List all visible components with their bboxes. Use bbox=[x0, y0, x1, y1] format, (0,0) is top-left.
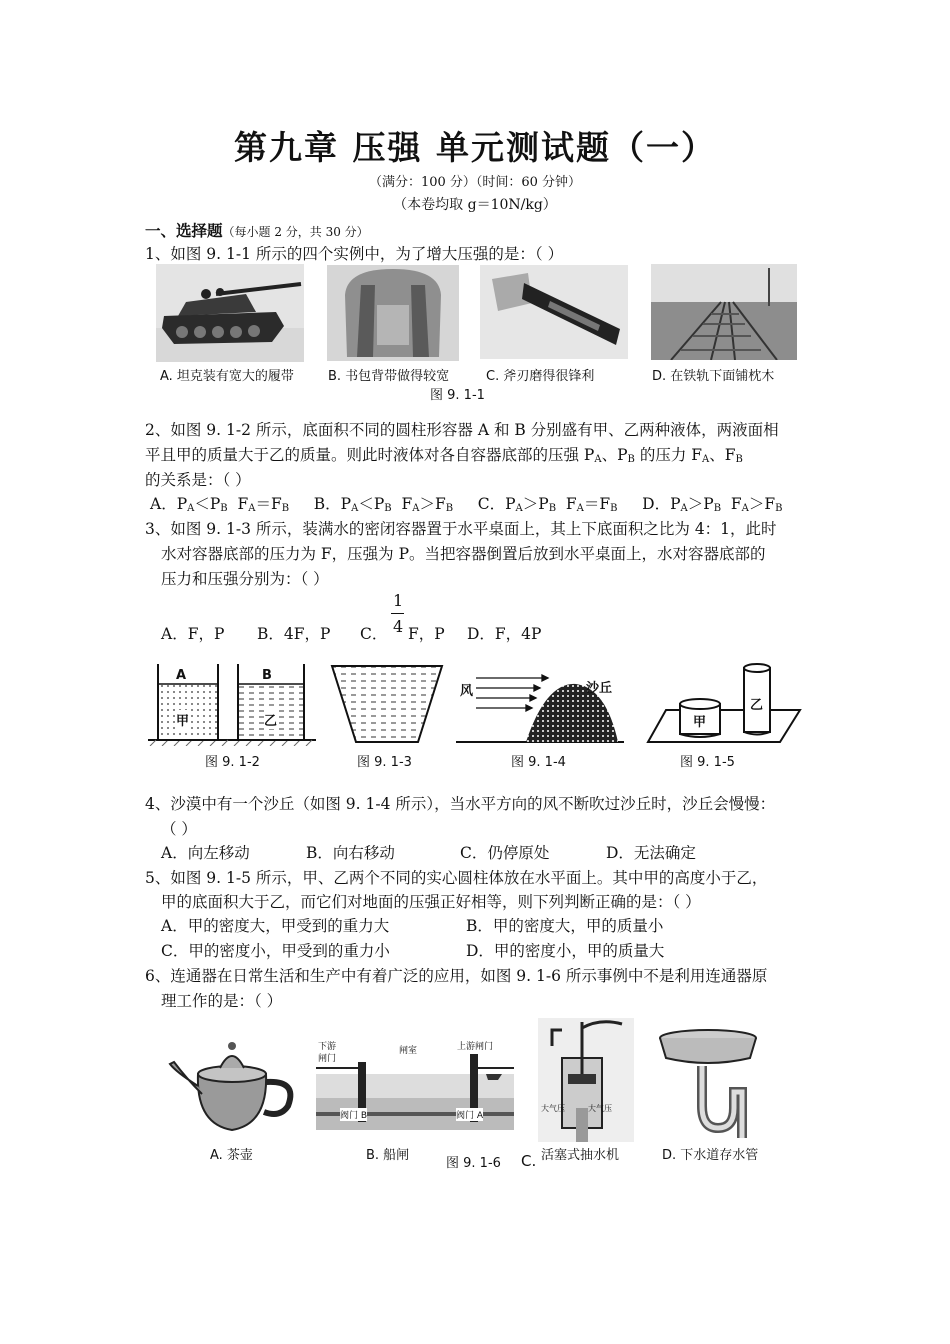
question-4-line-1: 4、沙漠中有一个沙丘（如图 9. 1-4 所示），当水平方向的风不断吹过沙丘时，沙丘会慢慢： bbox=[145, 795, 776, 813]
q4-option-a: A．向左移动 bbox=[161, 844, 250, 862]
q3-option-a: A．F，P bbox=[161, 625, 225, 643]
section-heading bbox=[145, 219, 369, 241]
question-2-line-3: 的关系是：（ ） bbox=[145, 471, 251, 489]
question-4-line-2: （ ） bbox=[161, 820, 197, 838]
score-time-info: （满分：100 分）（时间：60 分钟） bbox=[368, 175, 582, 190]
liquid-jia-label: 甲 bbox=[176, 710, 189, 729]
question-2-options: A．$P_A<P_B$ $F_A=F_B$ B．$P_A<P_B$ $F_A>F_B$ C．$P_A>P_B$ $F_A=F_B$ D．$P_A>P_B$ $F_A>F_B$ bbox=[150, 495, 783, 514]
question-5-line-2: 甲的底面积大于乙，而它们对地面的压强正好相等，则下列判断正确的是：（ ） bbox=[161, 893, 701, 911]
cylinder-jia-label: 甲 bbox=[693, 715, 707, 730]
question-3-line-1: 3、如图 9. 1-3 所示，装满水的密闭容器置于水平桌面上，其上下底面积之比为 4：1，此时 bbox=[145, 520, 777, 538]
backpack-image bbox=[327, 265, 459, 361]
lock-label-valve-b: 阀门 B bbox=[340, 1108, 367, 1121]
gravity-note: （本卷均取 g＝10N/kg） bbox=[393, 197, 557, 213]
q6-caption-b: B. 船闸 bbox=[366, 1148, 410, 1163]
question-2-line-1: 2、如图 9. 1-2 所示，底面积不同的圆柱形容器 A 和 B 分别盛有甲、乙两种液体，两液面相 bbox=[145, 421, 779, 439]
figure-9-1-3 bbox=[330, 664, 444, 746]
pump-label-atm-left: 大气压 bbox=[541, 1104, 565, 1113]
q6-figure-label: 图 9. 1-6 bbox=[446, 1156, 501, 1171]
q1-caption-a: A. 坦克装有宽大的履带 bbox=[160, 369, 294, 384]
tank-image bbox=[156, 264, 304, 362]
fig-9-1-2-caption: 图 9. 1-2 bbox=[205, 755, 260, 770]
q6-caption-c: 活塞式抽水机 bbox=[541, 1148, 620, 1163]
section-label: 一、选择题 bbox=[145, 221, 223, 240]
question-3-line-2: 水对容器底部的压力为 F，压强为 P。当把容器倒置后放到水平桌面上，水对容器底部的 bbox=[161, 545, 766, 563]
section-note: （每小题 2 分，共 30 分） bbox=[222, 225, 369, 239]
q5-option-d: D．甲的密度小，甲的质量大 bbox=[466, 942, 665, 960]
q1-caption-b: B. 书包背带做得较宽 bbox=[328, 369, 450, 384]
teapot-image bbox=[168, 1034, 302, 1134]
q3-option-c: C． bbox=[360, 625, 388, 643]
page-title: 第九章 压强 单元测试题（一） bbox=[234, 128, 716, 167]
wind-label: 风 bbox=[460, 684, 474, 699]
q4-option-c: C．仍停原处 bbox=[460, 844, 550, 862]
question-6-line-2: 理工作的是：（ ） bbox=[161, 992, 283, 1010]
q5-option-c: C．甲的密度小，甲受到的重力小 bbox=[161, 942, 390, 960]
railway-image bbox=[651, 264, 797, 360]
q5-option-b: B．甲的密度大，甲的质量小 bbox=[466, 917, 664, 935]
cylinder-yi-label: 乙 bbox=[750, 698, 764, 713]
fig-9-1-3-caption: 图 9. 1-3 bbox=[357, 755, 412, 770]
fig-9-1-5-caption: 图 9. 1-5 bbox=[680, 755, 735, 770]
dune-label: 沙丘 bbox=[586, 681, 613, 696]
piston-pump-image bbox=[538, 1018, 634, 1142]
drain-trap-image bbox=[656, 1028, 760, 1138]
fig-9-1-4-caption: 图 9. 1-4 bbox=[511, 755, 566, 770]
q1-caption-d: D. 在铁轨下面铺枕木 bbox=[652, 369, 775, 384]
q1-caption-c: C. 斧刃磨得很锋利 bbox=[486, 369, 595, 384]
q3-option-b: B．4F，P bbox=[257, 625, 331, 643]
lock-label-upstream-gate: 上游闸门 bbox=[457, 1042, 494, 1052]
q4-option-b: B．向右移动 bbox=[306, 844, 395, 862]
q1-figure-label: 图 9. 1-1 bbox=[430, 388, 485, 403]
question-2-line-2: 平且甲的质量大于乙的质量。则此时液体对各自容器底部的压强 $P_A$、$P_B$ 的压力 $F_A$、$F_B$ bbox=[145, 446, 743, 465]
question-5-line-1: 5、如图 9. 1-5 所示，甲、乙两个不同的实心圆柱体放在水平面上。其中甲的高度小于乙， bbox=[145, 869, 768, 887]
figure-9-1-2 bbox=[148, 660, 316, 746]
q4-option-d: D．无法确定 bbox=[606, 844, 696, 862]
lock-label-gate: 闸门 bbox=[318, 1054, 337, 1064]
figure-9-1-5 bbox=[646, 660, 802, 746]
axe-image bbox=[480, 265, 628, 359]
question-3-line-3: 压力和压强分别为：（ ） bbox=[161, 570, 329, 588]
fraction-bar bbox=[391, 613, 404, 614]
q6-caption-a: A. 茶壶 bbox=[210, 1148, 253, 1163]
lock-label-downstream: 下游 bbox=[318, 1042, 337, 1052]
question-1: 1、如图 9. 1-1 所示的四个实例中，为了增大压强的是：（ ） bbox=[145, 245, 564, 263]
lock-label-valve-a: 阀门 A bbox=[456, 1108, 483, 1121]
container-b-label: B bbox=[262, 668, 272, 683]
liquid-yi-label: 乙 bbox=[264, 710, 277, 729]
fraction-numerator: 1 bbox=[393, 591, 404, 610]
q3-option-d: D．F，4P bbox=[467, 625, 542, 643]
q6-caption-c-letter: C. bbox=[521, 1152, 537, 1170]
lock-label-chamber: 闸室 bbox=[399, 1046, 418, 1056]
q6-caption-d: D. 下水道存水管 bbox=[662, 1148, 759, 1163]
pump-label-atm-right: 大气压 bbox=[588, 1104, 612, 1113]
q3-option-c-value: F，P bbox=[408, 625, 445, 643]
question-6-line-1: 6、连通器在日常生活和生产中有着广泛的应用，如图 9. 1-6 所示事例中不是利用连通器原 bbox=[145, 967, 768, 985]
q2-line2-text: 平且甲的质量大于乙的质量。则此时液体对各自容器底部的压强 P bbox=[145, 446, 595, 464]
fraction-denominator: 4 bbox=[393, 617, 404, 636]
container-a-label: A bbox=[176, 668, 187, 683]
q5-option-a: A．甲的密度大，甲受到的重力大 bbox=[161, 917, 390, 935]
